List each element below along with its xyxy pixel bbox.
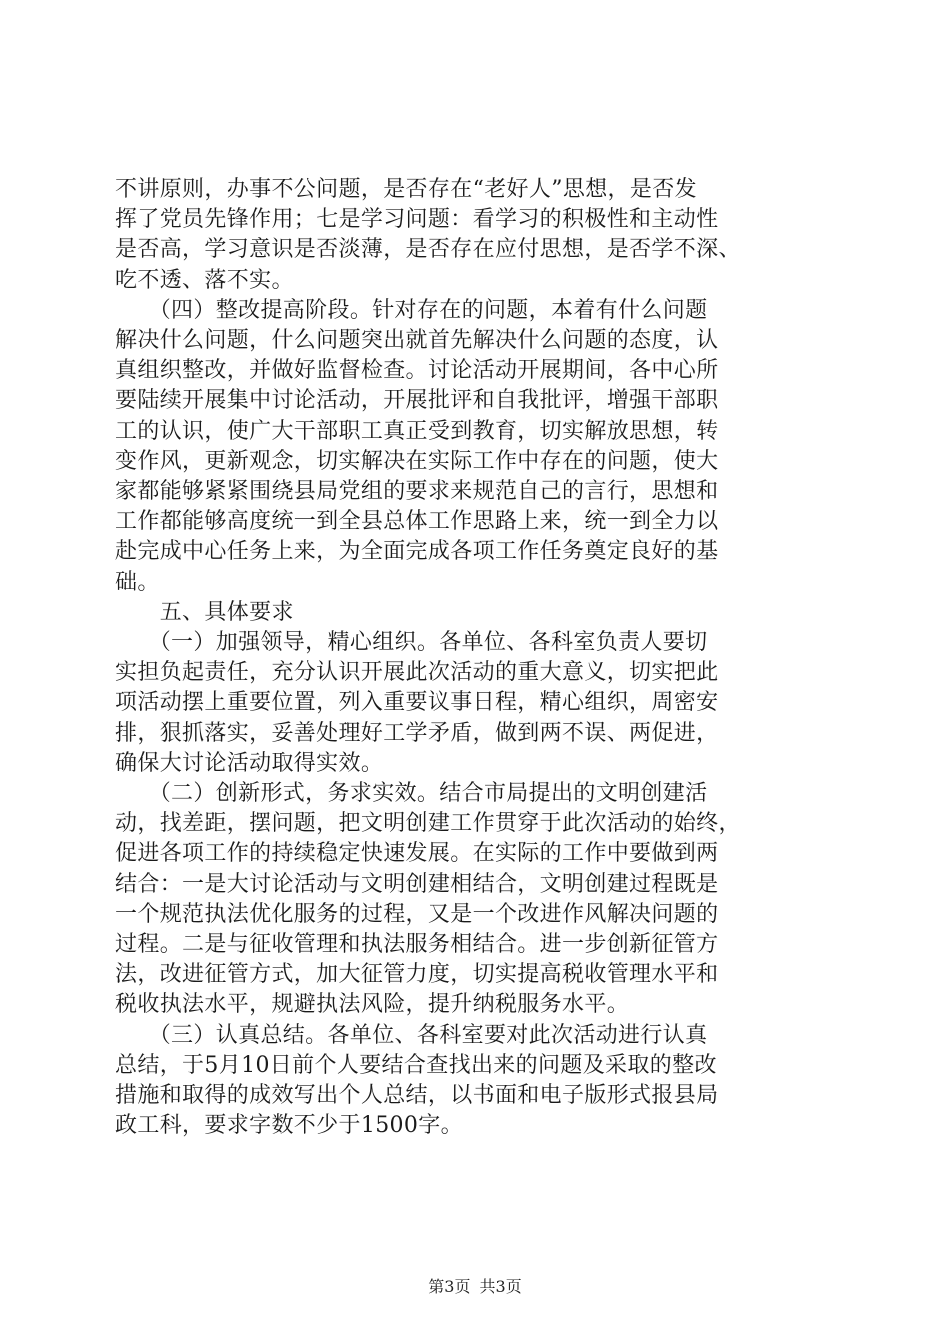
text-line: 变作风，更新观念，切实解决在实际工作中存在的问题，使大 [115, 448, 719, 474]
text-line: 家都能够紧紧围绕县局党组的要求来规范自己的言行，思想和 [115, 479, 719, 504]
text-line: （三）认真总结。各单位、各科室要对此次活动进行认真 [115, 1022, 708, 1048]
text-line: 过程。二是与征收管理和执法服务相结合。进一步创新征管方 [115, 932, 719, 957]
text-line: 促进各项工作的持续稳定快速发展。在实际的工作中要做到两 [115, 841, 719, 867]
text-line: 础。 [115, 569, 160, 595]
text-line: 税收执法水平，规避执法风险，提升纳税服务水平。 [115, 992, 630, 1018]
text-line: 实担负起责任，充分认识开展此次活动的重大意义，切实把此 [115, 660, 719, 686]
text-line: 挥了党员先锋作用；七是学习问题：看学习的积极性和主动性 [115, 207, 719, 233]
text-line: 工的认识，使广大干部职工真正受到教育，切实解放思想，转 [115, 418, 719, 444]
text-line: （二）创新形式，务求实效。结合市局提出的文明创建活 [115, 781, 708, 806]
text-line: 解决什么问题，什么问题突出就首先解决什么问题的态度，认 [115, 328, 719, 353]
text-line: 是否高，学习意识是否淡薄，是否存在应付思想，是否学不深、 [115, 237, 741, 263]
text-line: 不讲原则，办事不公问题，是否存在“老好人”思想，是否发 [115, 177, 697, 202]
text-line: 总结，于5月10日前个人要结合查找出来的问题及采取的整改 [115, 1052, 717, 1078]
text-line: （四）整改提高阶段。针对存在的问题，本着有什么问题 [115, 297, 708, 323]
text-line: 吃不透、落不实。 [115, 267, 294, 293]
text-line: 结合：一是大讨论活动与文明创建相结合，文明创建过程既是 [115, 871, 719, 897]
text-line: 措施和取得的成效写出个人总结，以书面和电子版形式报县局 [115, 1083, 719, 1108]
text-line: 排，狠抓落实，妥善处理好工学矛盾，做到两不误、两促进， [115, 720, 719, 746]
text-line: 一个规范执法优化服务的过程，又是一个改进作风解决问题的 [115, 901, 719, 927]
text-line: 项活动摆上重要位置，列入重要议事日程，精心组织，周密安 [115, 690, 719, 716]
text-line: 确保大讨论活动取得实效。 [115, 750, 384, 776]
text-line: 五、具体要求 [115, 599, 294, 625]
text-line: 法，改进征管方式，加大征管力度，切实提高税收管理水平和 [115, 962, 719, 988]
text-line: 真组织整改，并做好监督检查。讨论活动开展期间，各中心所 [115, 358, 719, 384]
page-number: 第3页 [428, 1277, 471, 1296]
text-line: 政工科，要求字数不少于1500字。 [115, 1113, 463, 1139]
text-line: 要陆续开展集中讨论活动，开展批评和自我批评，增强干部职 [115, 388, 719, 414]
page-footer [0, 1274, 950, 1297]
text-line: 工作都能够高度统一到全县总体工作思路上来，统一到全力以 [115, 509, 719, 535]
text-line: 赴完成中心任务上来，为全面完成各项工作任务奠定良好的基 [115, 539, 719, 565]
text-line: （一）加强领导，精心组织。各单位、各科室负责人要切 [115, 630, 708, 655]
text-line: 动，找差距，摆问题，把文明创建工作贯穿于此次活动的始终， [115, 811, 741, 837]
page-total: 共3页 [479, 1277, 522, 1296]
